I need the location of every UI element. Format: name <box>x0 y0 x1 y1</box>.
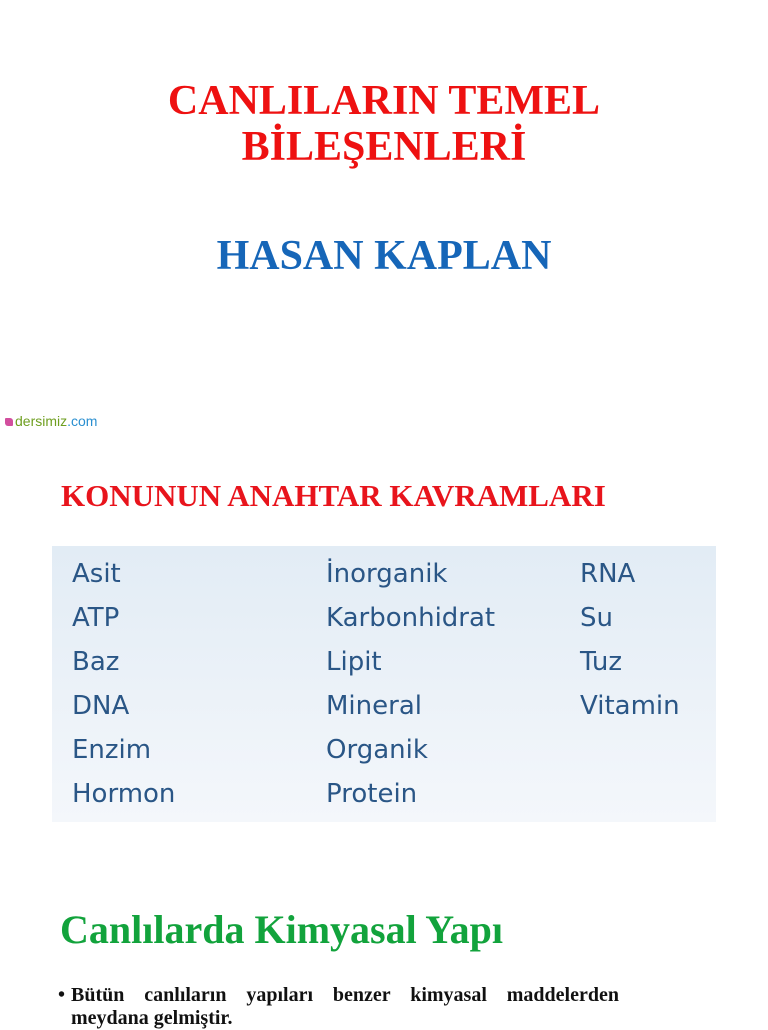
keyword: Vitamin <box>580 691 680 721</box>
keyword: Protein <box>326 779 418 809</box>
keyword: Asit <box>72 559 121 589</box>
keyword: Baz <box>72 647 120 677</box>
keyword: Tuz <box>580 647 623 677</box>
keywords-column-3 <box>580 556 680 732</box>
bullet-dot-icon: • <box>58 984 66 1006</box>
watermark-text-2: .com <box>67 413 98 429</box>
book-icon <box>5 418 13 426</box>
watermark-logo <box>5 413 97 429</box>
keywords-box <box>52 546 716 822</box>
keyword: Mineral <box>326 691 422 721</box>
keyword: İnorganik <box>326 559 448 589</box>
keyword: Enzim <box>72 735 152 765</box>
watermark-text-1: dersimiz <box>15 413 68 429</box>
title-line-1: CANLILARIN TEMEL <box>167 78 601 124</box>
keywords-column-1 <box>72 556 175 820</box>
bullet-text-line-2: meydana gelmiştir. <box>71 1007 233 1029</box>
keyword: ATP <box>72 603 120 633</box>
keyword: DNA <box>72 691 130 721</box>
title-line-2: BİLEŞENLERİ <box>241 124 527 170</box>
keyword: Karbonhidrat <box>326 603 496 633</box>
section-heading: Canlılarda Kimyasal Yapı <box>60 907 504 952</box>
keyword: Lipit <box>326 647 382 677</box>
slide-title <box>0 78 768 170</box>
keywords-heading: KONUNUN ANAHTAR KAVRAMLARI <box>61 478 606 513</box>
author-name: HASAN KAPLAN <box>216 233 552 279</box>
keyword: RNA <box>580 559 636 589</box>
keyword: Hormon <box>72 779 176 809</box>
keywords-column-2 <box>326 556 495 820</box>
keyword: Organik <box>326 735 428 765</box>
bullet-text-line-1: Bütün canlıların yapıları benzer kimyasal maddelerden <box>71 984 619 1006</box>
keyword: Su <box>580 603 613 633</box>
